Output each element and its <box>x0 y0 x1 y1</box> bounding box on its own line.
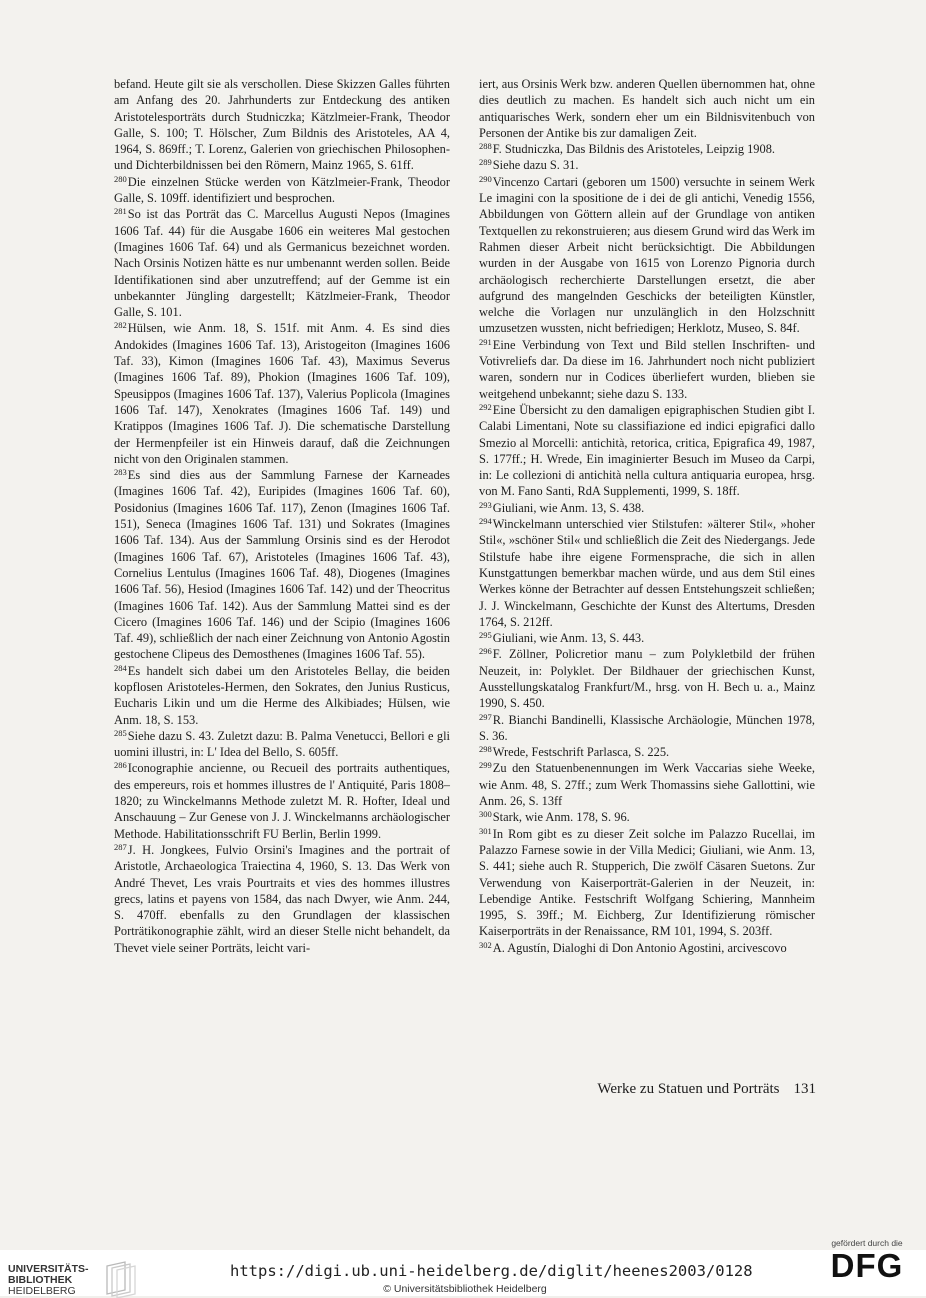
footnote <box>479 516 815 630</box>
sponsor-name: DFG <box>830 1247 904 1284</box>
copyright-notice: © Universitätsbibliothek Heidelberg <box>383 1283 547 1295</box>
footnote-number: 288 <box>479 141 492 152</box>
footnote-text: Die einzelnen Stücke werden von Kätzlmeier-Frank, Theodor Galle, S. 109ff. identifiziert und besprochen. <box>114 174 450 206</box>
footnote <box>479 646 815 711</box>
footnote-number: 285 <box>114 727 127 738</box>
footnote <box>479 500 815 516</box>
dfg-logo[interactable] <box>812 1238 922 1294</box>
footnote-text: A. Agustín, Dialoghi di Don Antonio Agostini, arcivescovo <box>492 940 787 955</box>
footnote-text: So ist das Porträt das C. Marcellus Augusti Nepos (Imagines 1606 Taf. 44) für die Ausgabe 1606 ein weiteres Mal gestochen (Imagines 1606 Taf. 64) und als Germanicus bezeichnet worden. Nach Orsinis Notizen hätte es nur umbenannt werden sollen. Beide Identifikationen sind aber unzutreffend; auf der Gemme ist ein unbekannter Jüngling dargestellt; Kätzlmeier-Frank, Theodor Galle, S. 101. <box>114 207 450 320</box>
footnote <box>114 842 450 956</box>
footnote <box>479 809 815 825</box>
footnote-text: Winckelmann unterschied vier Stilstufen: »älterer Stil«, »hoher Stil«, »schöner Stil« und schließlich die Zeit des Niedergangs. Jede Stilstufe habe ihre eigene Formensprache, die sich in allen Kunstgattungen bemerkbar machen würde, und aus dem Stil eines Werkes könne der Betrachter auf dessen Entstehungszeit schließen; J. J. Winckelmann, Geschichte der Kunst des Altertums, Dresden 1764, S. 212ff. <box>479 517 815 629</box>
footnote-number: 289 <box>479 157 492 168</box>
library-line-2: BIBLIOTHEK <box>8 1274 73 1286</box>
footnote-text: Zu den Statuenbenennungen im Werk Vaccarias siehe Weeke, wie Anm. 48, S. 27ff.; zum Werk Thomassins siehe Gallottini, wie Anm. 26, S. 13ff <box>479 761 815 809</box>
footnote-number: 302 <box>479 939 492 950</box>
footnote-text: Wrede, Festschrift Parlasca, S. 225. <box>492 745 670 760</box>
footnote-number: 297 <box>479 711 492 722</box>
footnote <box>114 174 450 207</box>
continuation-text: befand. Heute gilt sie als verschollen. Diese Skizzen Galles führten am Anfang des 20. Jahrhunderts zur Entdeckung des antiken Aristotelesporträts durch Studniczka; Kätzlmeier-Frank, Theodor Galle, S. 100; T. Hölscher, Zum Bildnis des Aristoteles, AA 4, 1964, S. 869ff.; T. Lorenz, Galerien von griechischen Philosophen- und Dichterbildnissen bei den Römern, Mainz 1965, S. 61ff. <box>114 77 450 173</box>
footnote-number: 291 <box>479 336 492 347</box>
footnote-text: Giuliani, wie Anm. 13, S. 443. <box>492 631 645 646</box>
sponsor-tagline: gefördert durch die <box>831 1238 903 1248</box>
footnote <box>479 157 815 173</box>
footnote-text: Siehe dazu S. 31. <box>492 158 579 173</box>
footnote <box>114 206 450 320</box>
footnote-text: Giuliani, wie Anm. 13, S. 438. <box>492 500 645 515</box>
footnote-number: 290 <box>479 173 492 184</box>
footnote-number: 292 <box>479 401 492 412</box>
footnote-number: 298 <box>479 744 492 755</box>
footnote <box>114 760 450 841</box>
footnotes-left <box>114 174 450 956</box>
footnote-number: 287 <box>114 841 127 852</box>
continuation-text: iert, aus Orsinis Werk bzw. anderen Quellen übernommen hat, ohne dies deutlich zu machen. Es handelt sich auch nicht um ein antiquarisches Werk, sondern eher um ein Bildnisvitenbuch von Personen der Antike bis zur damaligen Zeit. <box>479 77 815 140</box>
footnote <box>114 663 450 728</box>
footnote <box>114 728 450 761</box>
footnote-text: Stark, wie Anm. 178, S. 96. <box>492 810 630 825</box>
footnotes-right <box>479 141 815 956</box>
footnote <box>479 630 815 646</box>
footnote <box>479 940 815 956</box>
footnote-text: F. Studniczka, Das Bildnis des Aristoteles, Leipzig 1908. <box>492 142 775 157</box>
footnote-number: 294 <box>479 516 492 527</box>
library-logo[interactable] <box>8 1264 208 1298</box>
footnote-number: 296 <box>479 646 492 657</box>
footnote-number: 282 <box>114 320 127 331</box>
footnote <box>479 141 815 157</box>
footnote-text: F. Zöllner, Policretior manu – zum Polykletbild der frühen Neuzeit, in: Polyklet. Der Bildhauer der griechischen Kunst, Ausstellungskatalog Frankfurt/M., hrsg. von H. Bech u. a., Mainz 1990, S. 450. <box>479 647 815 711</box>
footnote <box>479 826 815 940</box>
library-line-3: HEIDELBERG <box>8 1285 76 1297</box>
footnote-text: Vincenzo Cartari (geboren um 1500) versuchte in seinem Werk Le imagini con la spositione de i dei de gli antichi, Venedig 1556, Abbildungen von Göttern allein auf der Grundlage von antiken Textquellen zu rekonstruieren; aus diesem Grund wird das Werk im Rahmen dieser Arbeit nicht berücksichtigt. Die Abbildungen wurden in der Ausgabe von 1615 von Lorenzo Pignoria durch archäologisch recherchierte Darstellungen ersetzt, die aber aufgrund des mangelnden Geschicks der beteiligten Künstler, welche die Vorlagen nur unzulänglich in den Holzschnitt umzusetzen wussten, nicht befriedigen; Herklotz, Museo, S. 84f. <box>479 174 815 336</box>
footnote-number: 300 <box>479 809 492 820</box>
footnote-number: 295 <box>479 630 492 641</box>
footnote-number: 293 <box>479 499 492 510</box>
permalink-url[interactable]: https://digi.ub.uni-heidelberg.de/diglit/heenes2003/0128 <box>230 1262 753 1280</box>
footnote-number: 299 <box>479 760 492 771</box>
library-line-1: UNIVERSITÄTS- <box>8 1263 89 1275</box>
footnote-text: Siehe dazu S. 43. Zuletzt dazu: B. Palma Venetucci, Bellori e gli uomini illustri, in: L' Idea del Bello, S. 605ff. <box>114 728 450 760</box>
footnote-text: Eine Verbindung von Text und Bild stellen Inschriften- und Votivreliefs dar. Da diese im 16. Jahrhundert noch nicht publiziert waren, sondern nur in Codices überliefert wurden, blieben sie weitgehend unbekannt; siehe dazu S. 133. <box>479 337 815 401</box>
page-number: 131 <box>793 1081 816 1097</box>
footnote <box>479 402 815 500</box>
footnote <box>114 320 450 467</box>
footnote-text: J. H. Jongkees, Fulvio Orsini's Imagines and the portrait of Aristotle, Archaeologica Traiectina 4, 1960, S. 13. Das Werk von André Thevet, Les vrais Pourtraits et vies des hommes illustres grecs, latins et payens von 1584, das nach Dwyer, wie Anm. 244, S. 470ff. ebenfalls zu den Grundlagen der klassischen Porträtikonographie zählt, wird an dieser Stelle nicht behandelt, da Thevet viele seiner Porträts, leicht vari- <box>114 842 450 955</box>
footnote-text: Iconographie ancienne, ou Recueil des portraits authentiques, des empereurs, rois et hommes illustres de l' Antiquité, Paris 1808–1820; zu Winckelmanns Methode zuletzt M. R. Hofter, Ideal und Anschauung – Zur Genese von J. J. Winckelmanns archäologischer Methode. Habilitationsschrift FU Berlin, Berlin 1999. <box>114 761 450 841</box>
footnote-text: Hülsen, wie Anm. 18, S. 151f. mit Anm. 4. Es sind dies Andokides (Imagines 1606 Taf. 13), Aristogeiton (Imagines 1606 Taf. 33), Kimon (Imagines 1606 Taf. 43), Maximus Severus (Imagines 1606 Taf. 89), Phokion (Imagines 1606 Taf. 109), Speusippos (Imagines 1606 Taf. 137), Valerius Poplicola (Imagines 1606 Taf. 147), Xenokrates (Imagines 1606 Taf. 149) und Kratippos (Imagines 1606 Taf. J). Die schematische Darstellung der Hermenpfeiler ist ein Hinweis darauf, daß die Zeichnungen nicht von den Originalen stammen. <box>114 321 450 466</box>
library-emblem-icon <box>103 1260 137 1298</box>
running-title: Werke zu Statuen und Porträts <box>597 1081 780 1097</box>
footnote <box>114 467 450 663</box>
footnote-number: 284 <box>114 662 127 673</box>
footnote <box>479 712 815 745</box>
footnote-number: 283 <box>114 467 127 478</box>
left-column <box>114 76 450 956</box>
footnote-number: 286 <box>114 760 127 771</box>
footnote-text: Es handelt sich dabei um den Aristoteles Bellay, die beiden kopflosen Aristoteles-Hermen, den Sokrates, den Junius Rusticus, Eucharis Likin und um die Herme des Alkibiades; Hülsen, wie Anm. 18, S. 153. <box>114 663 450 727</box>
footnote-number: 301 <box>479 825 492 836</box>
footnote <box>479 744 815 760</box>
footnote <box>479 174 815 337</box>
footnote-text: Eine Übersicht zu den damaligen epigraphischen Studien gibt I. Calabi Limentani, Note su classifiazione ed indici epigrafici dallo Smezio al Morcelli: antichità, retorica, critica, Epigrafica 49, 1987, S. 177ff.; H. Wrede, Ein imaginierter Besuch im Museo da Carpi, in: Le collezioni di antichità nella cultura antiquaria europea, hrsg. von M. Fano Santi, RdA Supplementi, 1999, S. 18ff. <box>479 402 815 499</box>
running-footer <box>560 1081 816 1098</box>
footnote-text: In Rom gibt es zu dieser Zeit solche im Palazzo Rucellai, im Palazzo Farnese sowie in der Villa Medici; Giuliani, wie Anm. 13, S. 441; siehe auch R. Stupperich, Die zwölf Cäsaren Suetons. Zur Verwendung von Kaiserporträt-Galerien in der Neuzeit, in: Lebendige Antike. Festschrift Wolfgang Schiering, Mannheim 1995, S. 39ff.; M. Eichberg, Zur Identifizierung römischer Kaiserporträts in der Renaissance, RM 101, 1994, S. 203ff. <box>479 826 815 939</box>
footnote-number: 281 <box>114 206 127 217</box>
footnote-number: 280 <box>114 173 127 184</box>
right-column <box>479 76 815 956</box>
footnote <box>479 337 815 402</box>
footnote-text: R. Bianchi Bandinelli, Klassische Archäologie, München 1978, S. 36. <box>479 712 815 743</box>
footnote <box>479 760 815 809</box>
footnote-text: Es sind dies aus der Sammlung Farnese der Karneades (Imagines 1606 Taf. 42), Euripides (Imagines 1606 Taf. 60), Posidonius (Imagines 1606 Taf. 117), Zenon (Imagines 1606 Taf. 151), Seneca (Imagines 1606 Taf. 131) und Sokrates (Imagines 1606 Taf. 134). Aus der Sammlung Orsinis sind es der Herodot (Imagines 1606 Taf. 67), Aristoteles (Imagines 1606 Taf. 43), Cornelius Lentulus (Imagines 1606 Taf. 48), Diogenes (Imagines 1606 Taf. 56), Hesiod (Imagines 1606 Taf. 142) und der Theocritus (Imagines 1606 Taf. 142). Aus der Sammlung Mattei sind es der Cicero (Imagines 1606 Taf. 146) und der Scipio (Imagines 1606 Taf. 49), schließlich der nach einer Zeichnung von Antonio Agostin gestochene Clipeus des Demosthenes (Imagines 1606 Taf. 55). <box>114 468 450 662</box>
